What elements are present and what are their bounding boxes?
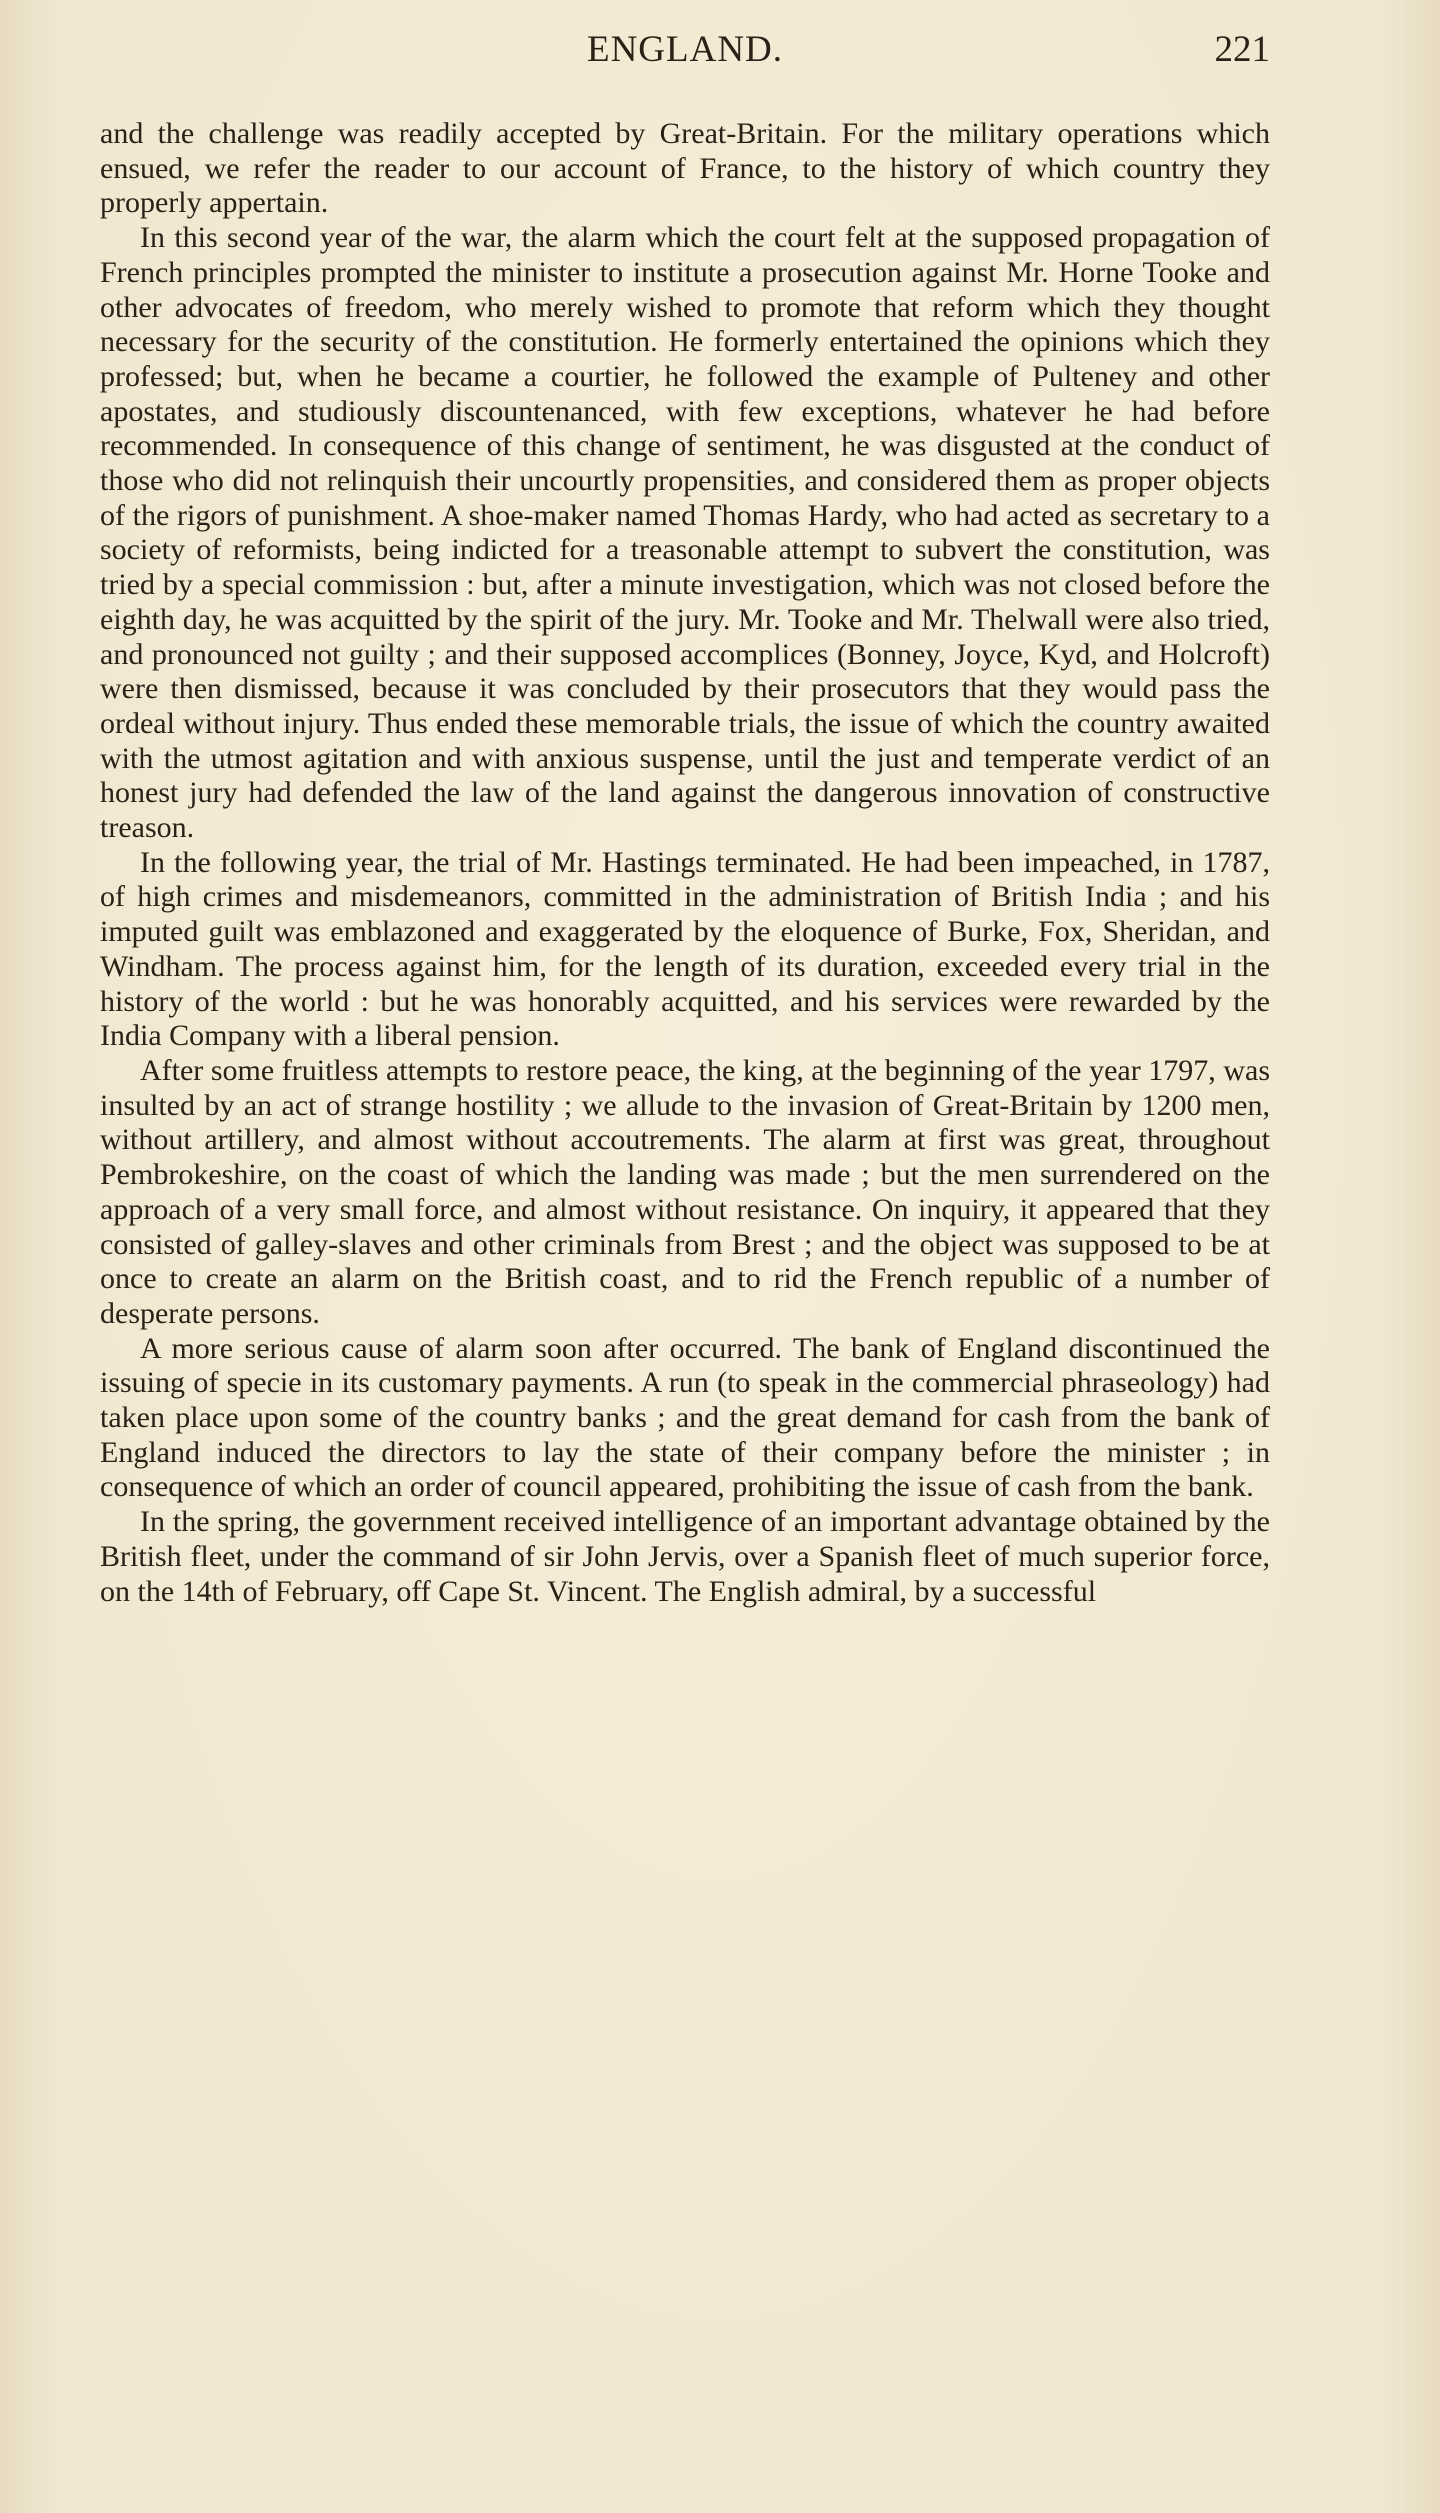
- body-text: [100, 117, 1270, 1609]
- page-header: [100, 28, 1270, 88]
- paragraph-1: and the challenge was readily accepted by Great-Britain. For the military operations which ensued, we refer the reader to our account of France, to the history of which country they properly appertain.: [100, 117, 1270, 220]
- paragraph-2: In this second year of the war, the alarm which the court felt at the supposed propagation of French principles prompted the minister to institute a prosecution against Mr. Horne Tooke and other advocates of freedom, who merely wished to promote that reform which they thought necessary for the security of the constitution. He formerly entertained the opinions which they professed; but, when he became a courtier, he followed the example of Pulteney and other apostates, and studiously discountenanced, with few exceptions, whatever he had before recommended. In consequence of this change of sentiment, he was disgusted at the conduct of those who did not relinquish their uncourtly propensities, and considered them as proper objects of the rigors of punishment. A shoe-maker named Thomas Hardy, who had acted as secretary to a society of reformists, being indicted for a treasonable attempt to subvert the constitution, was tried by a special commission : but, after a minute investigation, which was not closed before the eighth day, he was acquitted by the spirit of the jury. Mr. Tooke and Mr. Thelwall were also tried, and pronounced not guilty ; and their supposed accomplices (Bonney, Joyce, Kyd, and Holcroft) were then dismissed, because it was concluded by their prosecutors that they would pass the ordeal without injury. Thus ended these memorable trials, the issue of which the country awaited with the utmost agitation and with anxious suspense, until the just and temperate verdict of an honest jury had defended the law of the land against the dangerous innovation of constructive treason.: [100, 221, 1270, 845]
- paragraph-4: After some fruitless attempts to restore peace, the king, at the beginning of the year 1797, was insulted by an act of strange hostility ; we allude to the invasion of Great-Britain by 1200 men, without artillery, and almost without accoutrements. The alarm at first was great, throughout Pembrokeshire, on the coast of which the landing was made ; but the men surrendered on the approach of a very small force, and almost without resistance. On inquiry, it appeared that they consisted of galley-slaves and other criminals from Brest ; and the object was supposed to be at once to create an alarm on the British coast, and to rid the French republic of a number of desperate persons.: [100, 1053, 1270, 1330]
- page-number: 221: [1214, 29, 1270, 70]
- paragraph-5: A more serious cause of alarm soon after occurred. The bank of England discontinued the issuing of specie in its customary payments. A run (to speak in the commercial phraseology) had taken place upon some of the country banks ; and the great demand for cash from the bank of England induced the directors to lay the state of their company before the minister ; in consequence of which an order of council appeared, prohibiting the issue of cash from the bank.: [100, 1331, 1270, 1504]
- paragraph-6: In the spring, the government received intelligence of an important advantage obtained by the British fleet, under the command of sir John Jervis, over a Spanish fleet of much superior force, on the 14th of February, off Cape St. Vincent. The English admiral, by a successful: [100, 1505, 1270, 1608]
- running-head: ENGLAND.: [586, 29, 784, 70]
- paragraph-3: In the following year, the trial of Mr. Hastings terminated. He had been impeached, in 1787, of high crimes and misdemeanors, committed in the administration of British India ; and his imputed guilt was emblazoned and exaggerated by the eloquence of Burke, Fox, Sheridan, and Windham. The process against him, for the length of its duration, exceeded every trial in the history of the world : but he was honorably acquitted, and his services were rewarded by the India Company with a liberal pension.: [100, 845, 1270, 1053]
